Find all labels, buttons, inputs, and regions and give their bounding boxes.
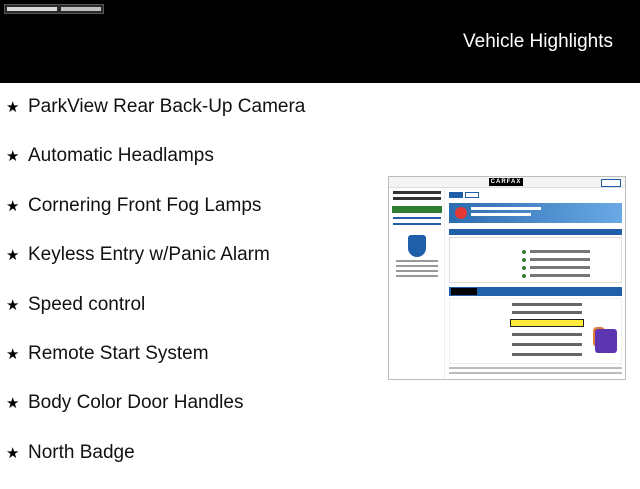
list-item (6, 143, 376, 192)
report-details-list (449, 298, 622, 364)
feature-label: Cornering Front Fog Lamps (28, 194, 262, 216)
report-print-button (601, 179, 621, 187)
star-icon: ★ (6, 246, 20, 265)
star-icon: ★ (6, 196, 20, 215)
list-item (6, 390, 376, 439)
carfax-logo: CARFAX (490, 179, 522, 185)
page-title: Vehicle Highlights (463, 31, 613, 52)
list-item (6, 440, 376, 489)
feature-label: Speed control (28, 293, 146, 315)
report-banner (449, 203, 622, 223)
shield-icon (408, 235, 426, 257)
feature-list (6, 94, 376, 489)
great-value-badge-icon (595, 329, 617, 353)
star-icon: ★ (6, 295, 20, 314)
star-icon: ★ (6, 344, 20, 363)
dealer-logo (4, 4, 104, 14)
report-summary-box (449, 237, 622, 283)
list-item (6, 341, 376, 390)
feature-label: Keyless Entry w/Panic Alarm (28, 244, 270, 266)
feature-label: Body Color Door Handles (28, 392, 244, 414)
report-sidebar (390, 188, 445, 378)
header-bar (0, 0, 640, 83)
feature-label: Automatic Headlamps (28, 145, 214, 167)
list-item (6, 242, 376, 291)
feature-label: ParkView Rear Back-Up Camera (28, 96, 306, 117)
vehicle-history-header (449, 287, 622, 296)
highlighted-row (510, 319, 584, 327)
dealer-logo-text (61, 7, 101, 11)
list-item (6, 94, 376, 143)
dealer-logo-mark (7, 7, 57, 11)
report-main (447, 188, 624, 378)
star-icon: ★ (6, 394, 20, 413)
star-icon: ★ (6, 98, 20, 116)
star-icon: ★ (6, 147, 20, 166)
carfax-report-image[interactable] (388, 176, 626, 380)
star-icon: ★ (6, 443, 20, 462)
report-topbar (389, 177, 625, 188)
feature-label: North Badge (28, 441, 135, 463)
list-item (6, 292, 376, 341)
list-item (6, 193, 376, 242)
feature-label: Remote Start System (28, 342, 209, 364)
